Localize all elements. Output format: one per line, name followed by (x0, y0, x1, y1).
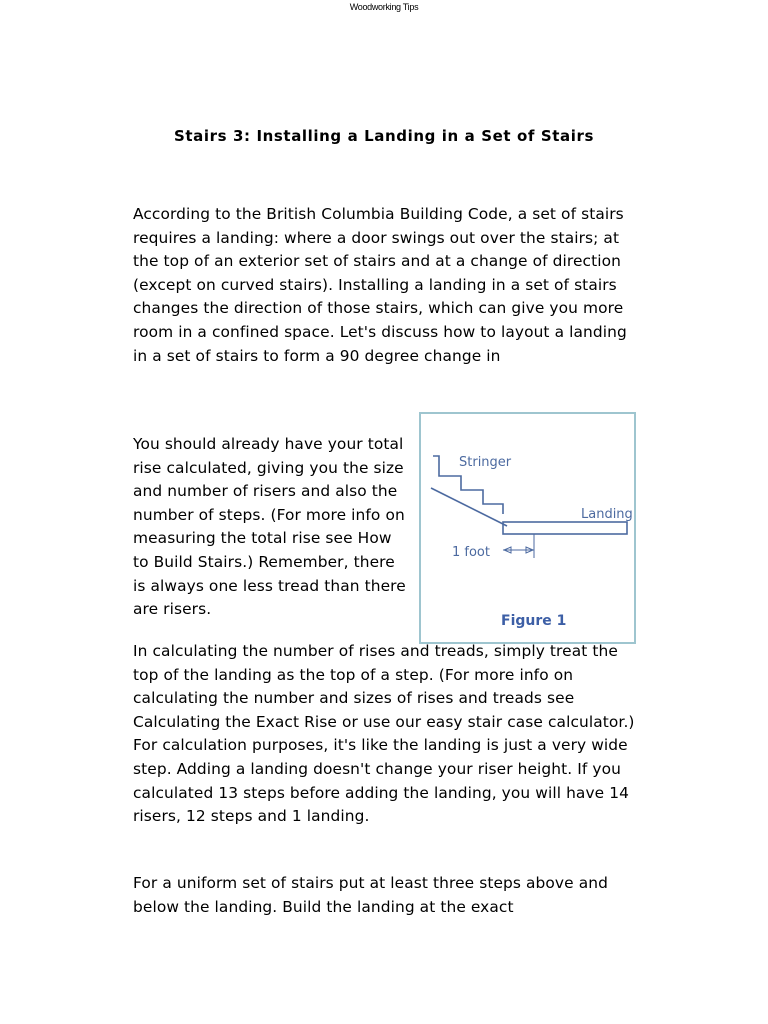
total-rise-paragraph: You should already have your total rise calculated, giving you the size and number of risers and also the number of steps. (For more info on measuring the total rise see How to Build Stairs.) Remember, there is always one less tread than there are risers. (133, 435, 406, 619)
intro-paragraph: According to the British Columbia Building Code, a set of stairs requires a landing: where a door swings out over the stairs; at the top of an exterior set of stairs and at a change of direction (except on curved stairs). Installing a landing in a set of stairs changes the direction of those stairs, which can give you more room in a confined space. Let's discuss how to layout a landing in a set of stairs to form a 90 degree change in (133, 205, 627, 365)
figure-caption: Figure 1 (501, 613, 567, 629)
page-title: Stairs 3: Installing a Landing in a Set of Stairs (174, 127, 594, 145)
calculation-paragraph: In calculating the number of rises and treads, simply treat the top of the landing as the top of a step. (For more info on calculating the number and sizes of rises and treads see Calculating the Exact Rise or use our easy stair case calculator.) For calculation purposes, it's like the landing is just a very wide step. Adding a landing doesn't change your riser height. If you calculated 13 steps before adding the landing, you will have 14 risers, 12 steps and 1 landing. (133, 642, 635, 826)
uniform-stairs-paragraph: For a uniform set of stairs put at least three steps above and below the landing. Build the landing at the exact (133, 874, 608, 916)
landing-label: Landing (581, 507, 633, 522)
landing-board (503, 522, 627, 534)
stair-landing-diagram (421, 414, 634, 642)
running-header: Woodworking Tips (349, 2, 419, 12)
stringer-underside-line (431, 488, 507, 526)
figure-1 (419, 412, 636, 644)
dimension-label: 1 foot (452, 545, 490, 560)
stringer-label: Stringer (459, 455, 512, 470)
